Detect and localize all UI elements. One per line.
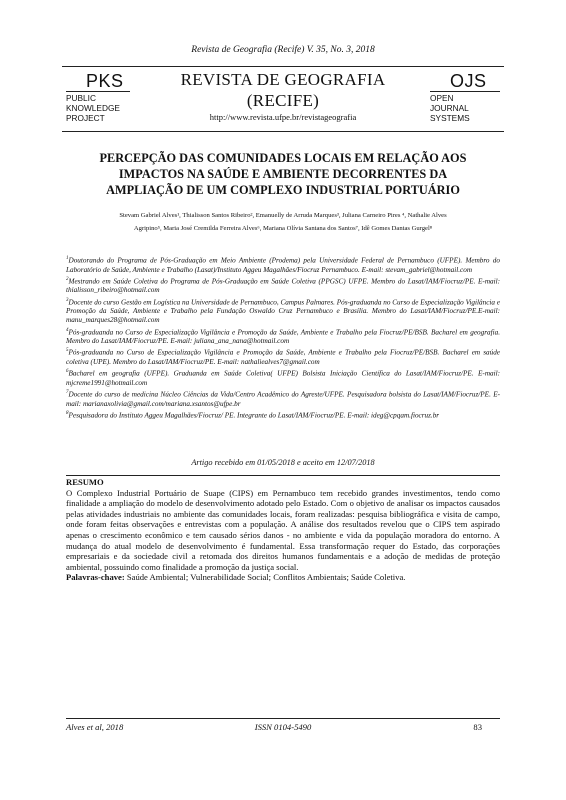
journal-masthead-title [152,69,414,122]
affiliation-text: Pós-graduanda no Curso de Especialização Vigilância e Promoção da Saúde, Ambiente e Trabalho pela Fiocruz/PE/BSB. Bacharel em geografia. Membro do Lasat/IAM/Fiocruz/PE. E-mail: juliana_ana_nana@hotmail.com [66,327,500,346]
pks-logo-subtitle [66,92,130,123]
author-line: Stevam Gabriel Alves¹, Thialisson Santos Ribeiro², Emanuelly de Arruda Marques³, Juliana Carneiro Pires ⁴, Nathalie Alves [119,212,447,219]
affiliation-number: 6 [66,369,69,375]
page-number: 83 [473,722,482,732]
affiliation-text: Docente do curso Gestão em Logística na Universidade de Pernambuco, Campus Palmares. Pós-graduanda no Curso de Especialização Vigilância e Promoção da Saúde, Ambiente e Trabalho pela Fundação Oswaldo Cruz Pernambuco e Brasília. Membro do Lasat/IAM/Fiocruz/PE.E-mail: manu_marques28@hotmail.com [66,297,500,325]
journal-url-link[interactable]: http://www.revista.ufpe.br/revistageografia [209,112,357,122]
pks-line: PROJECT [66,113,105,123]
affiliation-number: 1 [66,256,69,261]
abstract-body: O Complexo Industrial Portuário de Suape (CIPS) em Pernambuco tem recebido grandes investimentos, tendo como finalidade a ampliação do modelo de desenvolvimento adotado pelo Estado. Com o objetivo de analisar os impactos causados pelas atividades industriais no ambiente das comunidades locais, foram realizadas: pesquisa bibliográfica e visita de campo, onde foram feitas observações e entrevistas com a população. A análise dos resultados revelou que o CIPS tem aspirado apenas o crescimento econômico e tem causado sérios danos - no ambiente e vida da população moradora do entorno. A mudança do atual modelo de desenvolvimento é fundamental. Essa transformação requer do Estado, das corporações empresariais e da sociedade civil a retomada dos direitos humanos fundamentais e a adoção de medidas de proteção ambiental, possuindo como finalidade a promoção da justiça social. [66,487,500,572]
affiliation-item [66,367,500,388]
affiliation-number: 7 [66,389,69,395]
divider [66,718,500,719]
author-line: Agripino⁵, Maria José Cremilda Ferreira Alves⁶, Mariana Olívia Santana dos Santos⁷, Idê Gomes Dantas Gurgel⁸ [133,224,433,232]
article-title-line: PERCEPÇÃO DAS COMUNIDADES LOCAIS EM RELAÇÃO AOS [99,151,467,165]
affiliation-item [66,388,500,409]
affiliation-item [66,346,500,367]
ojs-line: SYSTEMS [430,113,470,123]
affiliation-text: Bacharel em geografia (UFPE). Graduanda em Saúde Coletiva( UFPE) Bolsista Iniciação Científica do Lasat/IAM/Fiocruz/PE. E-mail: mjcreme1991@hotmail.com [66,369,500,387]
pks-line: KNOWLEDGE [66,103,120,113]
footer-issn: ISSN 0104-5490 [254,722,312,732]
journal-name-line1: REVISTA DE GEOGRAFIA [180,70,386,89]
ojs-logo [430,71,500,123]
received-accepted-dates: Artigo recebido em 01/05/2018 e aceito em 12/07/2018 [191,458,375,467]
affiliation-item [66,296,500,326]
keywords-list: Saúde Ambiental; Vulnerabilidade Social; Conflitos Ambientais; Saúde Coletiva. [124,572,406,583]
article-title [60,150,506,198]
abstract-heading: RESUMO [66,477,104,487]
keywords [66,572,500,583]
article-title-line: AMPLIAÇÃO DE UM COMPLEXO INDUSTRIAL PORTUÁRIO [106,183,460,197]
affiliation-item [66,409,500,421]
pks-logo [66,71,130,123]
pks-line: PUBLIC [66,93,96,103]
divider [66,475,500,476]
affiliation-text: Docente do curso de medicina Núcleo Ciências da Vida/Centro Acadêmico do Agreste/UFPE. Pesquisadora bolsista do Lasat/IAM/Fiocruz/PE. E-mail: marianaxolivia@gmail.com/mariana.xsantos@ufpe.br [66,390,500,408]
masthead [62,66,504,132]
affiliation-text: Pós-graduanda no Curso de Especialização Vigilância e Promoção da Saúde, Ambiente e Trabalho pela Fiocruz/PE/BSB. Bacharel em saúde coletiva (UPE). Membro do Lasat/IAM/Fiocruz/PE. E-mail: nathaliealves7@gmail.com [66,348,500,366]
pks-logo-text: PKS [66,71,130,92]
ojs-logo-text: OJS [430,71,500,92]
keywords-label: Palavras-chave: [66,572,125,583]
affiliations [66,254,500,420]
affiliation-number: 4 [66,327,69,333]
ojs-line: OPEN [430,93,454,103]
ojs-line: JOURNAL [430,103,469,113]
affiliation-text: Doutorando do Programa de Pós-Graduação em Meio Ambiente (Prodema) pela Universidade Federal de Pernambuco (UFPE). Membro do Laboratório de Saúde, Ambiente e Trabalho (Lasat)/Instituto Aggeu Magalhães/Fiocruz Pernambuco. E-mail: stevam_gabriel@hotmail.com [66,256,500,274]
affiliation-item [66,326,500,347]
affiliation-number: 3 [66,297,69,303]
ojs-logo-subtitle [430,92,500,123]
abstract-section [66,477,500,583]
affiliation-text: Mestrando em Saúde Coletiva do Programa de Pós-Graduação em Saúde Coletiva (PPGSC) UFPE. Membro do Lasat/IAM/Fiocruz/PE. E-mail: thialisson_ribeiro@hotmail.com [66,277,500,295]
affiliation-item [66,254,500,275]
affiliation-number: 8 [66,410,69,416]
affiliation-number: 5 [66,348,69,354]
journal-citation: Revista de Geografia (Recife) V. 35, No. 3, 2018 [191,45,375,55]
journal-name-line2: (RECIFE) [246,91,320,110]
footer-author: Alves et al, 2018 [66,722,124,732]
affiliation-number: 2 [66,276,69,282]
author-list [78,210,488,235]
affiliation-text: Pesquisadora do Instituto Aggeu Magalhães/Fiocruz/ PE. Integrante do Lasat/IAM/Fiocruz/PE. E-mail: ideg@cpqam.fiocruz.br [68,411,440,420]
article-title-line: IMPACTOS NA SAÚDE E AMBIENTE DECORRENTES DA [118,167,448,181]
affiliation-item [66,275,500,296]
